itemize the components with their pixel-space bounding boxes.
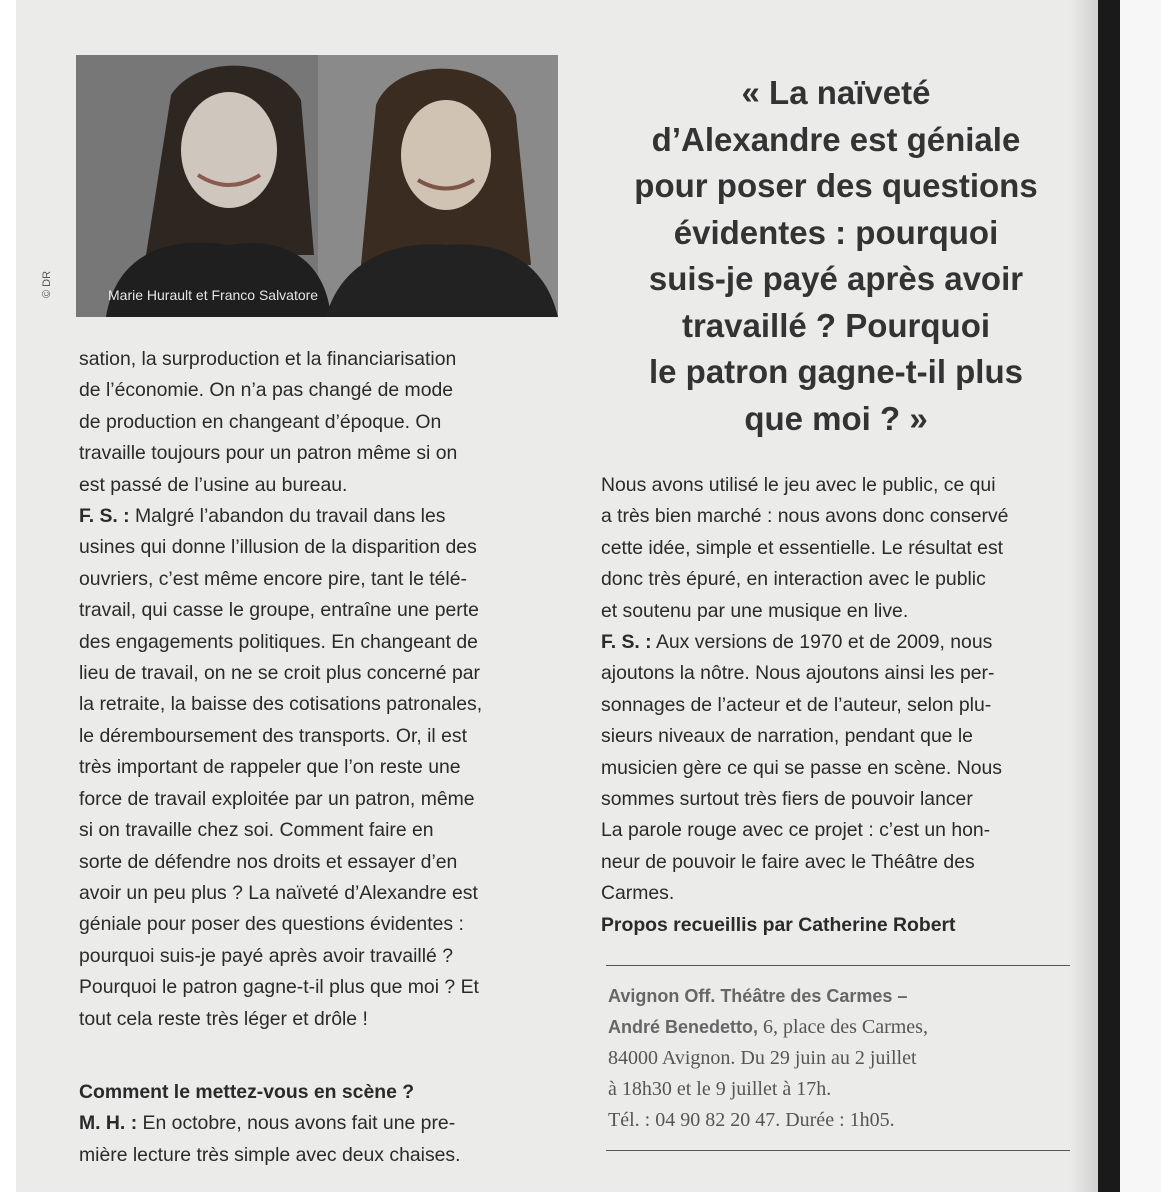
gutter-shadow [1070,0,1100,1192]
portrait-illustration [76,55,558,317]
speaker-label: F. S. : [79,505,130,528]
venue-name: Avignon Off. Théâtre des Carmes – [608,986,908,1006]
text-line: La parole rouge avec ce projet : c’est un hon- [601,819,991,842]
portrait-photo [76,55,558,317]
text-line: donc très épuré, en interaction avec le public [601,568,986,591]
text-line: lieu de travail, on ne se croit plus concerné par [79,662,480,685]
book-spine [1098,0,1120,1192]
magazine-page [16,0,1096,1192]
text-line: des engagements politiques. En changeant de [79,630,478,653]
text-line: tout cela reste très léger et drôle ! [79,1007,368,1030]
text-line: a très bien marché : nous avons donc conservé [601,505,1009,528]
quote-line: « La naïveté [741,74,931,111]
quote-line: le patron gagne-t-il plus [648,353,1023,390]
text-line: Aux versions de 1970 et de 2009, nous [651,631,993,654]
text-line: de production en changeant d’époque. On [79,410,442,433]
text-line: et soutenu par une musique en live. [601,599,909,622]
right-paragraph-1 [601,470,1083,627]
quote-line: évidentes : pourquoi [673,213,999,251]
right-column [601,470,1083,941]
text-line: géniale pour poser des questions évidentes : [79,913,464,936]
text-line: sonnages de l’acteur et de l’auteur, selon plu- [601,693,992,716]
quote-line: d’Alexandre est géniale [651,120,1021,158]
quote-line: que moi ? » [744,399,928,437]
text-line: travaille toujours pour un patron même si on [79,442,458,465]
text-line: musicien gère ce qui se passe en scène. Nous [601,756,1002,779]
quote-line: suis-je payé après avoir [648,260,1024,297]
address-text: 84000 Avignon. Du 29 juin au 2 juillet [608,1047,917,1069]
event-info-text [608,981,1078,1136]
text-line: est passé de l’usine au bureau. [79,473,348,496]
text-line: avoir un peu plus ? La naïveté d’Alexandre est [79,881,478,904]
text-line: sieurs niveaux de narration, pendant que le [601,725,973,748]
text-line: sation, la surproduction et la financiarisation [79,348,457,370]
text-line: ouvriers, c’est même encore pire, tant le télé- [79,567,467,590]
photo-caption: Marie Hurault et Franco Salvatore [108,287,319,303]
divider-top [606,965,1084,966]
byline: Propos recueillis par Catherine Robert [601,913,956,936]
divider-bottom [606,1150,1084,1151]
left-column [79,344,571,1171]
text-line: neur de pouvoir le faire avec le Théâtre des [601,850,975,873]
speaker-label: M. H. : [79,1112,138,1135]
text-line: Nous avons utilisé le jeu avec le public, ce qui [601,474,996,496]
quote-line: travaillé ? Pourquoi [681,306,991,344]
dates-text: à 18h30 et le 9 juillet à 17h. [608,1078,832,1100]
text-line: le déremboursement des transports. Or, il est [79,724,467,747]
text-line: force de travail exploitée par un patron, même [79,787,475,810]
photo-credit: © DR [41,270,53,298]
scan-margin [1120,0,1161,1192]
left-paragraph-2 [79,501,571,1035]
text-line: ajoutons la nôtre. Nous ajoutons ainsi les per- [601,662,995,685]
address-text: 6, place des Carmes, [758,1016,928,1038]
text-line: de l’économie. On n’a pas changé de mode [79,379,454,402]
pull-quote [596,70,1076,442]
quote-line: pour poser des questions [634,167,1038,204]
text-line: Carmes. [601,882,675,905]
right-paragraph-2 [601,627,1083,910]
text-line: sommes surtout très fiers de pouvoir lancer [601,788,973,811]
text-line: cette idée, simple et essentielle. Le résultat est [601,536,1004,559]
text-line: sorte de défendre nos droits et essayer d’en [79,850,458,873]
text-line: très important de rappeler que l’on reste une [79,756,461,779]
text-line: si on travaille chez soi. Comment faire en [79,819,434,842]
text-line: usines qui donne l’illusion de la disparition des [79,536,477,559]
speaker-label: F. S. : [601,631,652,654]
section-question: Comment le mettez-vous en scène ? [79,1080,415,1103]
text-line: Pourquoi le patron gagne-t-il plus que moi ? Et [79,976,479,999]
text-line: mière lecture très simple avec deux chaises. [79,1143,461,1166]
text-line: Malgré l’abandon du travail dans les [129,505,446,528]
left-paragraph-1 [79,344,571,501]
left-paragraph-3 [79,1108,571,1171]
text-line: la retraite, la baisse des cotisations patronales, [79,693,483,716]
text-line: travail, qui casse le groupe, entraîne une perte [79,599,479,622]
text-line: En octobre, nous avons fait une pre- [137,1112,456,1135]
contact-text: Tél. : 04 90 82 20 47. Durée : 1h05. [608,1109,895,1131]
text-line: pourquoi suis-je payé après avoir travaillé ? [79,944,454,967]
venue-name-2: André Benedetto, [608,1017,759,1037]
